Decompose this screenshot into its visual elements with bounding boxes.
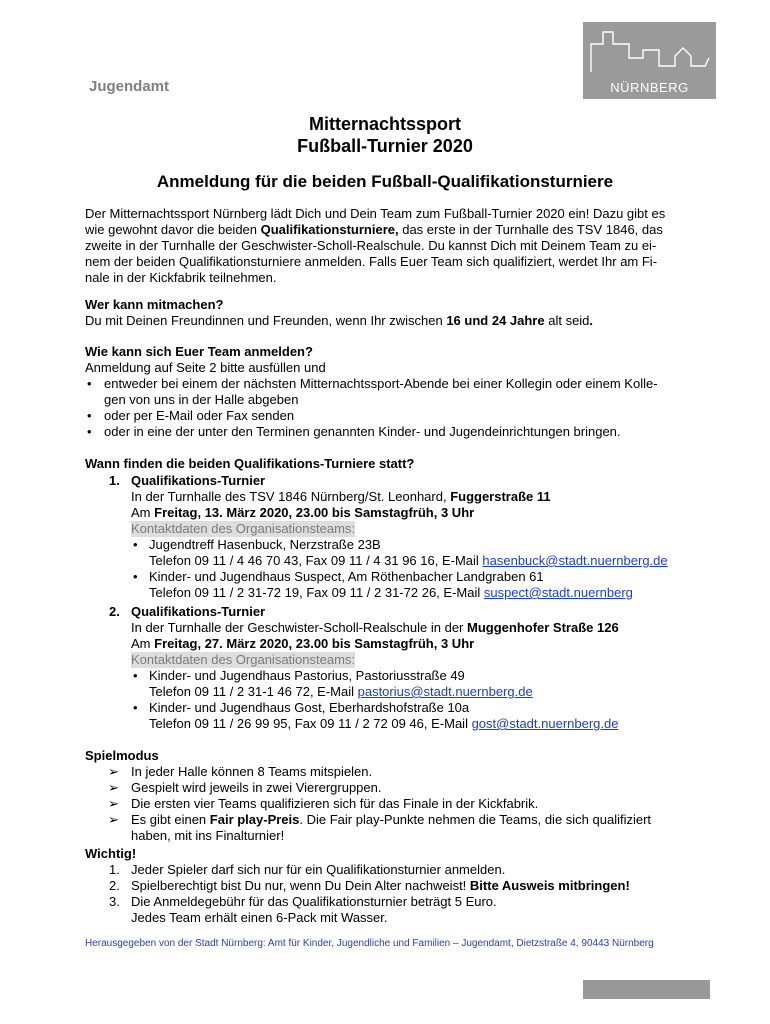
t2-title: Qualifikations-Turnier bbox=[131, 604, 266, 619]
important-item-1: Jeder Spieler darf sich nur für ein Qualifikationsturnier anmelden. bbox=[131, 862, 506, 877]
important-num-3: 3. bbox=[109, 894, 120, 909]
mode-item-4 bbox=[131, 812, 651, 828]
important-item-2 bbox=[131, 878, 630, 894]
t2-contact-1-phone-text: Telefon 09 11 / 2 31-1 46 72, E-Mail bbox=[149, 684, 358, 699]
when-heading: Wann finden die beiden Qualifikations-Turniere statt? bbox=[85, 456, 415, 471]
important-heading: Wichtig! bbox=[85, 846, 137, 861]
register-heading: Wie kann sich Euer Team anmelden? bbox=[85, 344, 313, 359]
important-id-note: Bitte Ausweis mitbringen! bbox=[469, 878, 630, 893]
bullet-glyph: • bbox=[133, 700, 138, 715]
important-num-1: 1. bbox=[109, 862, 120, 877]
t1-venue-a: In der Turnhalle des TSV 1846 Nürnberg/St. Leonhard, bbox=[131, 489, 451, 504]
t2-date-a: Am bbox=[131, 636, 155, 651]
who-text-d: . bbox=[589, 313, 594, 328]
t1-venue bbox=[131, 489, 551, 505]
intro-line-3: zweite in der Turnhalle der Geschwister-Scholl-Realschule. Du kannst Dich mit Deinem Team zu ei- bbox=[85, 238, 657, 253]
mode-item-4d: haben, mit ins Finalturnier! bbox=[131, 828, 285, 843]
intro-line-4: nem der beiden Qualifikationsturniere anmelden. Falls Euer Team sich qualifiziert, werdet Ihr am Fi- bbox=[85, 254, 658, 269]
intro-line-5: nale in der Kickfabrik teilnehmen. bbox=[85, 270, 277, 285]
t1-contact-1-phone-text: Telefon 09 11 / 4 46 70 43, Fax 09 11 / 4 31 96 16, E-Mail bbox=[149, 553, 483, 568]
register-bullet-3: oder in eine der unter den Terminen genannten Kinder- und Jugendeinrichtungen bringen. bbox=[104, 424, 621, 439]
t2-date-time: Freitag, 27. März 2020, 23.00 bis Samstagfrüh, 3 Uhr bbox=[154, 636, 475, 651]
bullet-glyph: • bbox=[87, 424, 92, 439]
t2-contact-2-phone bbox=[149, 716, 618, 732]
t1-title: Qualifikations-Turnier bbox=[131, 473, 266, 488]
t1-contact-2-name: Kinder- und Jugendhaus Suspect, Am Röthenbacher Landgraben 61 bbox=[149, 569, 544, 584]
t2-venue-a: In der Turnhalle der Geschwister-Scholl-Realschule in der bbox=[131, 620, 467, 635]
t2-contact-2-email-link[interactable]: gost@stadt.nuernberg.de bbox=[471, 716, 619, 731]
register-intro: Anmeldung auf Seite 2 bitte ausfüllen und bbox=[85, 360, 326, 375]
who-age-range: 16 und 24 Jahre bbox=[446, 313, 545, 328]
t1-date bbox=[131, 505, 474, 521]
t1-contact-2-email-link[interactable]: suspect@stadt.nuernberg bbox=[483, 585, 633, 600]
department-label: Jugendamt bbox=[89, 78, 170, 95]
arrow-icon: ➢ bbox=[108, 764, 119, 779]
mode-item-2: Gespielt wird jeweils in zwei Vierergruppen. bbox=[131, 780, 382, 795]
t1-contact-2-phone-text: Telefon 09 11 / 2 31-72 19, Fax 09 11 / 2 31-72 26, E-Mail bbox=[149, 585, 484, 600]
t2-contact-1-phone bbox=[149, 684, 533, 700]
mode-fairplay: Fair play-Preis bbox=[209, 812, 300, 827]
important-item-3b: Jedes Team erhält einen 6-Pack mit Wasser. bbox=[131, 910, 388, 925]
who-text-c: alt seid bbox=[544, 313, 590, 328]
mode-item-4a: Es gibt einen bbox=[131, 812, 210, 827]
title-line-2: Fußball-Turnier 2020 bbox=[297, 136, 473, 156]
t1-contact-1-phone bbox=[149, 553, 668, 569]
subtitle: Anmeldung für die beiden Fußball-Qualifikationsturniere bbox=[156, 172, 614, 191]
t1-date-time: Freitag, 13. März 2020, 23.00 bis Samstagfrüh, 3 Uhr bbox=[154, 505, 475, 520]
who-text-a: Du mit Deinen Freundinnen und Freunden, wenn Ihr zwischen bbox=[85, 313, 447, 328]
t2-number: 2. bbox=[109, 604, 120, 619]
intro-line-2 bbox=[85, 222, 663, 238]
t2-contacts-label: Kontaktdaten des Organisationsteams: bbox=[131, 652, 356, 667]
logo-text: NÜRNBERG bbox=[610, 80, 689, 95]
intro-line-2a: wie gewohnt davor die beiden bbox=[85, 222, 261, 237]
t2-contact-1-name: Kinder- und Jugendhaus Pastorius, Pastoriusstraße 49 bbox=[149, 668, 465, 683]
t1-contact-2-phone bbox=[149, 585, 633, 601]
t1-contact-1-name: Jugendtreff Hasenbuck, Nerzstraße 23B bbox=[149, 537, 381, 552]
t1-contacts-label: Kontaktdaten des Organisationsteams: bbox=[131, 521, 356, 536]
title-line-1: Mitternachtssport bbox=[308, 114, 461, 134]
bullet-glyph: • bbox=[87, 408, 92, 423]
bullet-glyph: • bbox=[87, 376, 92, 391]
t2-contact-2-name: Kinder- und Jugendhaus Gost, Eberhardshofstraße 10a bbox=[149, 700, 470, 715]
intro-line-2b: Qualifikationsturniere, bbox=[260, 222, 399, 237]
arrow-icon: ➢ bbox=[108, 796, 119, 811]
t2-venue bbox=[131, 620, 619, 636]
mode-item-1: In jeder Halle können 8 Teams mitspielen. bbox=[131, 764, 373, 779]
intro-line-2c: das erste in der Turnhalle des TSV 1846, das bbox=[398, 222, 663, 237]
register-bullet-1b: gen von uns in der Halle abgeben bbox=[104, 392, 299, 407]
bullet-glyph: • bbox=[133, 569, 138, 584]
important-item-2a: Spielberechtigt bist Du nur, wenn Du Dein Alter nachweist! bbox=[131, 878, 470, 893]
footer-publisher: Herausgegeben von der Stadt Nürnberg: Amt für Kinder, Jugendliche und Familien – Jugendamt, Dietzstraße 4, 90443 Nürnberg bbox=[85, 938, 654, 949]
mode-item-4c: . Die Fair play-Punkte nehmen die Teams, die sich qualifiziert bbox=[299, 812, 652, 827]
t2-venue-street: Muggenhofer Straße 126 bbox=[467, 620, 619, 635]
t1-venue-street: Fuggerstraße 11 bbox=[450, 489, 551, 504]
t1-contact-1-email-link[interactable]: hasenbuck@stadt.nuernberg.de bbox=[482, 553, 668, 568]
bullet-glyph: • bbox=[133, 537, 138, 552]
arrow-icon: ➢ bbox=[108, 812, 119, 827]
corner-block bbox=[583, 980, 710, 999]
register-bullet-2: oder per E-Mail oder Fax senden bbox=[104, 408, 295, 423]
important-num-2: 2. bbox=[109, 878, 120, 893]
city-logo bbox=[583, 22, 716, 99]
t2-contact-1-email-link[interactable]: pastorius@stadt.nuernberg.de bbox=[357, 684, 533, 699]
mode-item-3: Die ersten vier Teams qualifizieren sich für das Finale in der Kickfabrik. bbox=[131, 796, 539, 811]
important-item-3a: Die Anmeldegebühr für das Qualifikationsturnier beträgt 5 Euro. bbox=[131, 894, 497, 909]
mode-heading: Spielmodus bbox=[85, 748, 159, 763]
arrow-icon: ➢ bbox=[108, 780, 119, 795]
t1-date-a: Am bbox=[131, 505, 155, 520]
t1-number: 1. bbox=[109, 473, 120, 488]
t2-contact-2-phone-text: Telefon 09 11 / 26 99 95, Fax 09 11 / 2 72 09 46, E-Mail bbox=[149, 716, 472, 731]
bullet-glyph: • bbox=[133, 668, 138, 683]
who-text bbox=[85, 313, 593, 329]
intro-line-1: Der Mitternachtssport Nürnberg lädt Dich und Dein Team zum Fußball-Turnier 2020 ein! Dazu gibt es bbox=[85, 206, 666, 221]
register-bullet-1a: entweder bei einem der nächsten Mitternachtssport-Abende bei einer Kollegin oder einem Kolle- bbox=[104, 376, 658, 391]
t2-date bbox=[131, 636, 474, 652]
who-heading: Wer kann mitmachen? bbox=[85, 297, 224, 312]
